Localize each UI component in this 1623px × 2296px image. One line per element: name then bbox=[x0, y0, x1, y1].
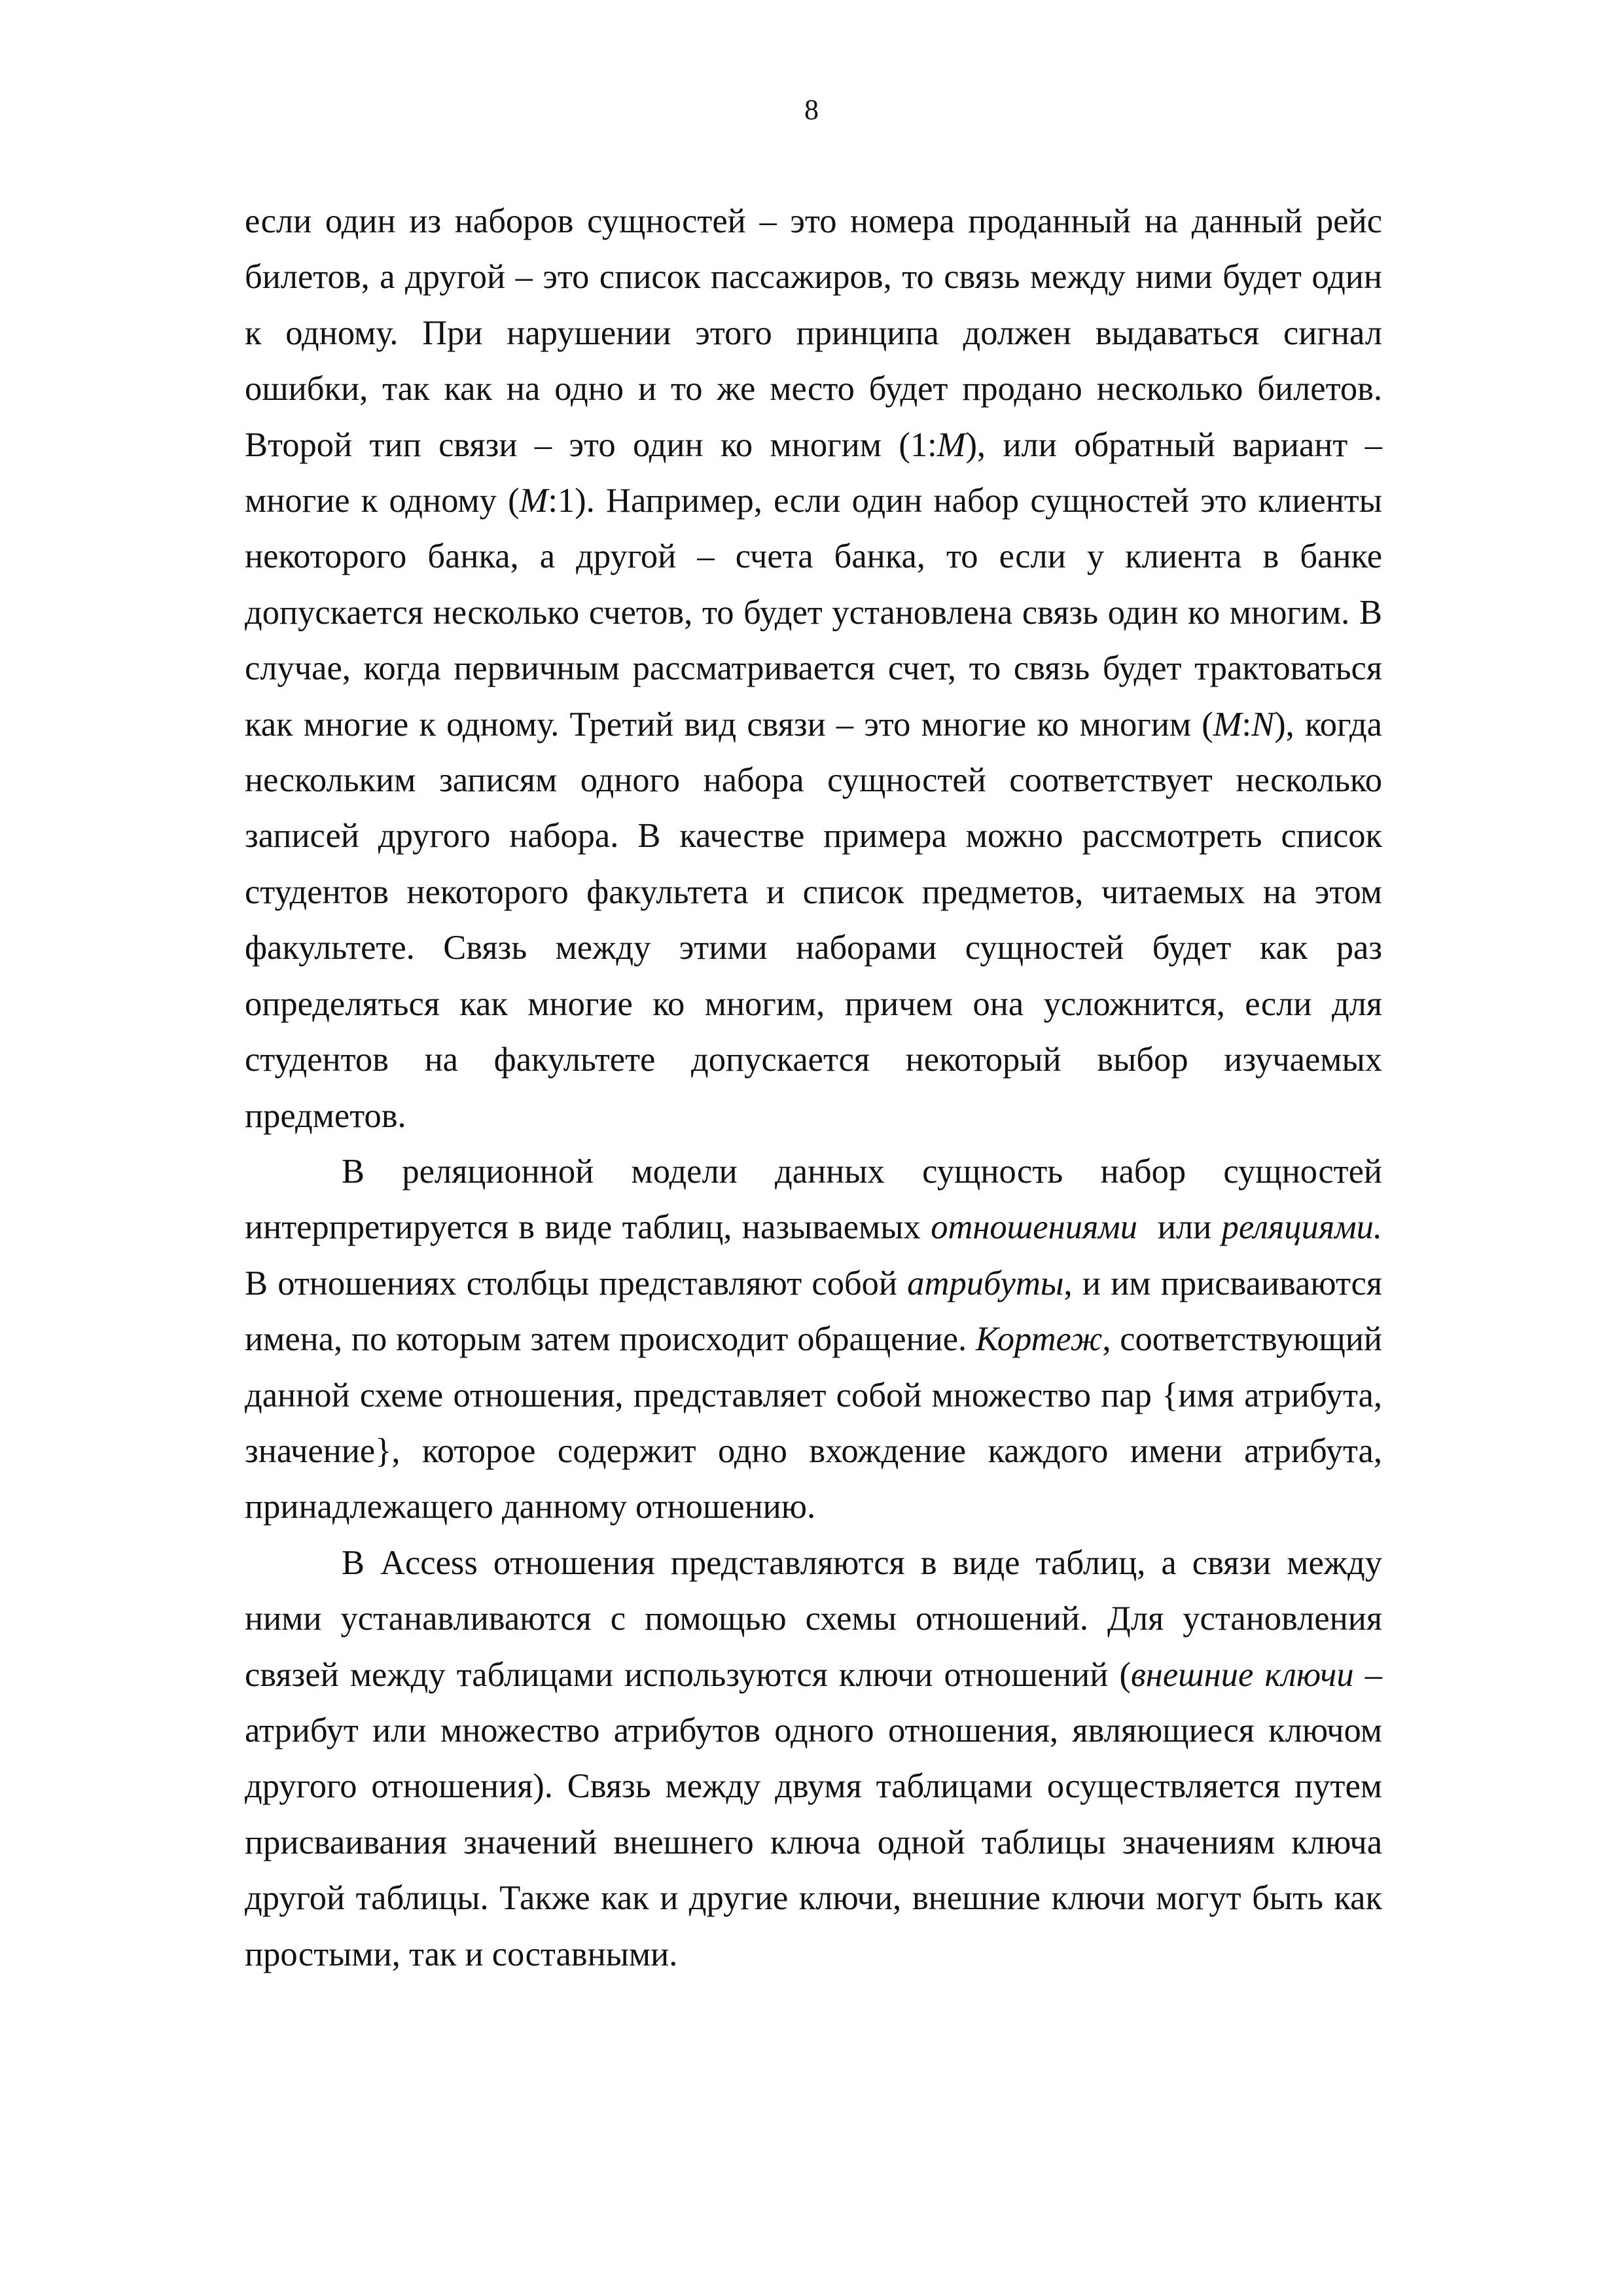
text-segment-italic: реляциями. bbox=[1221, 1208, 1382, 1247]
text-segment: , соответствующий данной схеме отношения, представляет собой множество пар {имя атрибута, значение}, которое содержит одно вхождение каждого имени атрибута, принадлежащего данному отношению. bbox=[245, 1320, 1383, 1526]
text-segment: В отношениях столбцы представляют собой bbox=[245, 1264, 908, 1302]
text-segment-italic: внешние ключи bbox=[1130, 1655, 1354, 1694]
text-segment-italic: отношениями bbox=[931, 1208, 1138, 1247]
text-segment: В Access отношения представляются в виде таблиц, а связи между ними устанавливаются с помощью схемы отношений. Для установления связей между таблицами используются ключи отношений ( bbox=[245, 1543, 1382, 1694]
text-segment-italic: M bbox=[936, 425, 966, 464]
text-segment-italic: M bbox=[519, 482, 548, 520]
text-segment: – атрибут или множество атрибутов одного отношения, являющиеся ключом другого отношения). Связь между двумя таблицами осуществляется путем присваивания значений внешнего ключа одной таблицы значениям ключа другой таблицы. Также как и другие ключи, внешние ключи могут быть как простыми, так и составными. bbox=[245, 1655, 1382, 1973]
text-segment: ), или обратный вариант – многие к одному ( bbox=[245, 425, 1382, 520]
paragraph-relationship-types bbox=[245, 194, 1382, 1144]
page-number: 8 bbox=[804, 94, 819, 126]
body-text bbox=[245, 194, 1382, 1982]
text-segment: , и им присваиваются имена, по которым затем происходит обращение. bbox=[245, 1264, 1382, 1359]
text-segment: если один из наборов сущностей – это номера проданный на данный рейс билетов, а другой – это список пассажиров, то связь между ними будет один к одному. При нарушении этого принципа должен выдаваться сигнал ошибки, так как на одно и то же место будет продано несколько билетов. Второй тип связи – это один ко многим (1: bbox=[245, 202, 1382, 464]
text-segment: ), когда нескольким записям одного набора сущностей соответствует несколько записей другого набора. В качестве примера можно рассмотреть список студентов некоторого факультета и список предметов, читаемых на этом факультете. Связь между этими наборами сущностей будет как раз определяться как многие ко многим, причем она усложнится, если для студентов на факультете допускается некоторый выбор изучаемых предметов. bbox=[245, 705, 1382, 1135]
text-segment-italic: M bbox=[1213, 705, 1242, 744]
text-segment: : bbox=[1241, 705, 1252, 744]
text-segment: или bbox=[1137, 1208, 1222, 1247]
paragraph-access-relations bbox=[245, 1535, 1382, 1982]
text-segment: :1). Например, если один набор сущностей это клиенты некоторого банка, а другой – счета банка, то если у клиента в банке допускается несколько счетов, то будет установлена связь один ко многим. В случае, когда первичным рассматривается счет, то связь будет трактоваться как многие к одному. Третий вид связи – это многие ко многим ( bbox=[245, 482, 1382, 744]
paragraph-relational-model bbox=[245, 1144, 1382, 1535]
text-segment-italic: Кортеж bbox=[975, 1320, 1103, 1359]
text-segment: В реляционной модели данных сущность набор сущностей интерпретируется в виде таблиц, называемых bbox=[245, 1152, 1382, 1247]
text-segment-italic: атрибуты bbox=[907, 1264, 1064, 1302]
text-segment-italic: N bbox=[1251, 705, 1275, 744]
